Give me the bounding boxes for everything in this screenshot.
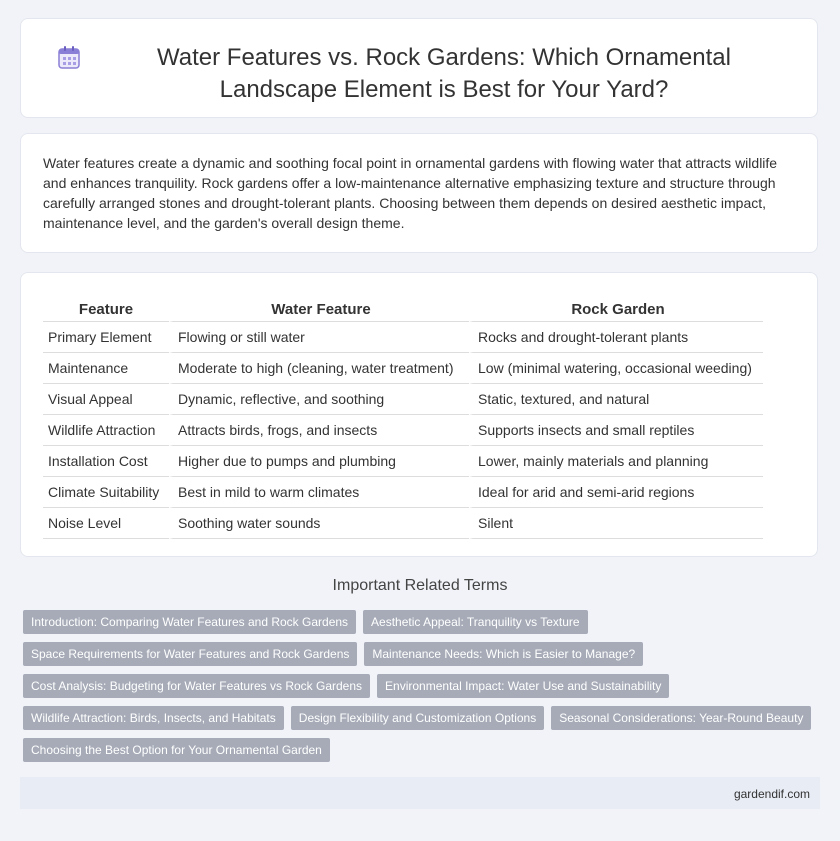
- table-cell: Higher due to pumps and plumbing: [169, 446, 469, 477]
- table-cell: Rocks and drought-tolerant plants: [469, 322, 763, 353]
- related-term-tag[interactable]: Environmental Impact: Water Use and Sustainability: [377, 674, 669, 698]
- tag-row: [23, 674, 823, 698]
- site-name[interactable]: gardendif.com: [733, 787, 810, 801]
- table-cell: Ideal for arid and semi-arid regions: [469, 477, 763, 508]
- related-terms-list: [23, 610, 823, 770]
- column-header: Water Feature: [169, 295, 469, 322]
- calendar-icon: [58, 46, 80, 69]
- table-cell: Visual Appeal: [43, 384, 169, 415]
- intro-paragraph: Water features create a dynamic and soothing focal point in ornamental gardens with flowing water that attracts wildlife and enhances tranquility. Rock gardens offer a low-maintenance alternative emphasizing texture and structure through carefully arranged stones and drought-tolerant plants. Choosing between them depends on desired aesthetic impact, maintenance level, and the garden's overall design theme.: [43, 155, 778, 231]
- tag-row: [23, 610, 823, 634]
- table-cell: Silent: [469, 508, 763, 539]
- table-cell: Best in mild to warm climates: [169, 477, 469, 508]
- table-row: [43, 446, 763, 477]
- table-cell: Flowing or still water: [169, 322, 469, 353]
- related-term-tag[interactable]: Introduction: Comparing Water Features and Rock Gardens: [23, 610, 356, 634]
- intro-card: [20, 133, 818, 253]
- tag-row: [23, 642, 823, 666]
- table-row: [43, 508, 763, 539]
- table-row: [43, 322, 763, 353]
- related-term-tag[interactable]: Choosing the Best Option for Your Ornamental Garden: [23, 738, 330, 762]
- table-cell: Installation Cost: [43, 446, 169, 477]
- table-row: [43, 384, 763, 415]
- table-cell: Lower, mainly materials and planning: [469, 446, 763, 477]
- table-row: [43, 415, 763, 446]
- table-cell: Primary Element: [43, 322, 169, 353]
- column-header: Rock Garden: [469, 295, 763, 322]
- related-term-tag[interactable]: Cost Analysis: Budgeting for Water Features vs Rock Gardens: [23, 674, 370, 698]
- table-cell: Attracts birds, frogs, and insects: [169, 415, 469, 446]
- table-cell: Low (minimal watering, occasional weeding): [469, 353, 763, 384]
- table-cell: Moderate to high (cleaning, water treatment): [169, 353, 469, 384]
- table-cell: Wildlife Attraction: [43, 415, 169, 446]
- table-cell: Static, textured, and natural: [469, 384, 763, 415]
- page-title: Water Features vs. Rock Gardens: Which Ornamental Landscape Element is Best for Your Yard?: [157, 44, 731, 103]
- tag-row: [23, 738, 823, 762]
- comparison-card: [20, 272, 818, 557]
- related-term-tag[interactable]: Design Flexibility and Customization Options: [291, 706, 544, 730]
- table-cell: Maintenance: [43, 353, 169, 384]
- title-card: [20, 18, 818, 118]
- tag-row: [23, 706, 823, 730]
- table-cell: Supports insects and small reptiles: [469, 415, 763, 446]
- related-term-tag[interactable]: Wildlife Attraction: Birds, Insects, and Habitats: [23, 706, 284, 730]
- table-header-row: [43, 295, 763, 322]
- related-term-tag[interactable]: Space Requirements for Water Features and Rock Gardens: [23, 642, 357, 666]
- table-cell: Climate Suitability: [43, 477, 169, 508]
- related-term-tag[interactable]: Aesthetic Appeal: Tranquility vs Texture: [363, 610, 588, 634]
- column-header: Feature: [43, 295, 169, 322]
- table-cell: Dynamic, reflective, and soothing: [169, 384, 469, 415]
- table-cell: Soothing water sounds: [169, 508, 469, 539]
- related-term-tag[interactable]: Maintenance Needs: Which is Easier to Manage?: [364, 642, 643, 666]
- related-term-tag[interactable]: Seasonal Considerations: Year-Round Beauty: [551, 706, 811, 730]
- table-cell: Noise Level: [43, 508, 169, 539]
- comparison-table: [43, 295, 763, 539]
- footer: [20, 777, 820, 809]
- table-row: [43, 353, 763, 384]
- related-terms-heading: Important Related Terms: [332, 577, 508, 594]
- table-row: [43, 477, 763, 508]
